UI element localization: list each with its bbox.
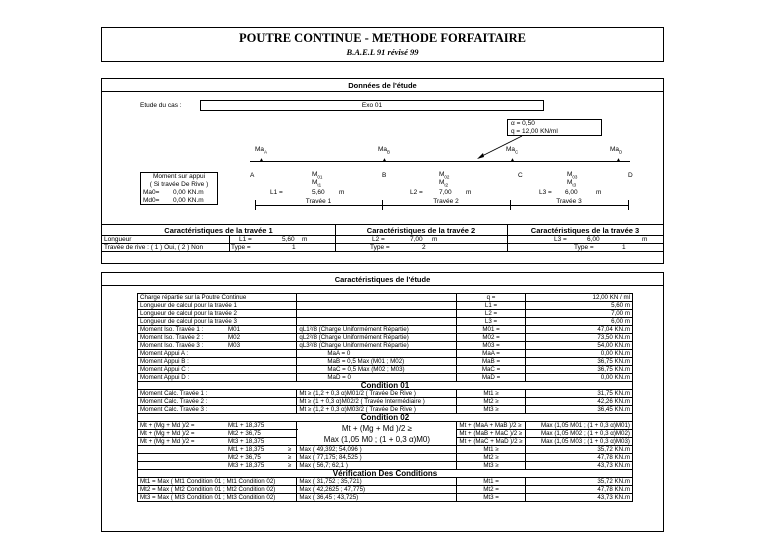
- table-row: [138, 302, 633, 310]
- row-rive-label: Travée de rive : ( 1 ) Oui, ( 2 ) Non: [104, 244, 204, 251]
- formula-cell: [297, 302, 457, 310]
- row-label: [138, 438, 297, 446]
- travee1-type-value: 1: [292, 244, 296, 251]
- travee2-type-value: 2: [422, 244, 426, 251]
- row-label: Charge répartie sur la Poutre Continue: [138, 294, 297, 302]
- condition-01-heading: [138, 382, 633, 390]
- value-cell: 47,78 KN.m: [525, 454, 632, 462]
- row-label: Moment Appui D :: [138, 374, 297, 382]
- table-row: [138, 366, 633, 374]
- row-symbol: Mt2 + 36,75: [228, 430, 261, 437]
- formula-cell: MaA = 0: [297, 350, 457, 358]
- support-moment-d: $Ma_D$: [610, 146, 623, 155]
- span3-mt: $M_{t3}$: [567, 179, 577, 188]
- ma0-value: 0,00 KN.m: [173, 189, 204, 196]
- value-cell: Max (1,05 M03 ; (1 + 0,3 α)M03): [525, 438, 632, 446]
- value-cell: 7,00 m: [525, 310, 632, 318]
- table-row: [138, 350, 633, 358]
- table-row: [138, 462, 633, 470]
- span2-length-value: 7,00: [439, 189, 452, 196]
- table-row: [138, 446, 633, 454]
- formula-cell: Max ( 77,175; 84,525 ): [297, 454, 457, 462]
- divider: [229, 235, 230, 252]
- row-label: Moment Calc. Travée 2 :: [138, 398, 297, 406]
- table-row: [138, 342, 633, 350]
- ge-symbol: ≥: [288, 462, 292, 469]
- alpha-q-box: [507, 119, 602, 136]
- value-cell: 0,00 KN.m: [525, 374, 632, 382]
- value-cell: 12,00 KN / ml: [525, 294, 632, 302]
- formula-cell: MaC = 0,5 Max (M02 ; M03): [297, 366, 457, 374]
- symbol-cell: M03 =: [457, 342, 525, 350]
- value-cell: 36,75 KN.m: [525, 358, 632, 366]
- row-label: Moment Calc. Travée 3 :: [138, 406, 297, 414]
- symbol-cell: Mt1 ≥: [457, 390, 525, 398]
- travee3-title: Caractéristiques de la travée 3: [530, 226, 640, 235]
- row-symbol: Mt1 + 18,375: [228, 422, 265, 429]
- support-letter-a: A: [250, 172, 255, 179]
- row-label-text: Moment Iso. Travée 2 :: [140, 334, 204, 341]
- row-label: [138, 342, 297, 350]
- symbol-cell: MaA =: [457, 350, 525, 358]
- row-label: Longueur de calcul pour la travée 2: [138, 310, 297, 318]
- donnees-panel: [101, 78, 664, 264]
- span1-length-value: 5,60: [312, 189, 325, 196]
- row-label: Longueur de calcul pour la travée 1: [138, 302, 297, 310]
- table-row: [138, 374, 633, 382]
- value-cell: 54,00 KN.m: [525, 342, 632, 350]
- row-label: [138, 326, 297, 334]
- formula-cell: [297, 294, 457, 302]
- support-b-symbol: ▲: [382, 157, 387, 163]
- row-symbol: Mt3 + 18,375: [228, 462, 265, 469]
- span3-length-label: L3 =: [539, 189, 552, 196]
- formula-cell: Mt ≥ (1,2 + 0,3 α)M03/2 ( Travée De Rive ): [297, 406, 457, 414]
- q-value: q = 12,00 KN/ml: [511, 128, 558, 135]
- support-letter-c: C: [518, 172, 523, 179]
- symbol-cell: Mt1 ≥: [457, 446, 525, 454]
- row-label: Moment Calc. Travée 1 :: [138, 390, 297, 398]
- row-label-text: Moment Iso. Travée 3 :: [140, 342, 204, 349]
- table-row: [138, 478, 633, 486]
- symbol-cell: L2 =: [457, 310, 525, 318]
- formula-cell: Mt ≥ (1,2 + 0,3 α)M01/2 ( Travée De Rive ): [297, 390, 457, 398]
- value-cell: 36,75 KN.m: [525, 366, 632, 374]
- symbol-cell: M01 =: [457, 326, 525, 334]
- travee1-length-label: L1 =: [239, 236, 252, 243]
- symbol-cell: Mt3 ≥: [457, 406, 525, 414]
- span2-mt: $M_{t2}$: [439, 179, 449, 188]
- symbol-cell: Mt + (MaB + MaC )/2 ≥: [457, 430, 525, 438]
- support-c-symbol: ▲: [510, 157, 515, 163]
- travee3-length-value: 6,00: [587, 236, 600, 243]
- table-row: [138, 318, 633, 326]
- formula-cell: Max ( 36,45 ; 43,725): [297, 494, 457, 502]
- table-row: [138, 422, 633, 430]
- condition-02-heading: [138, 414, 633, 422]
- formula-line-1: Mt + (Mg + Md )/2 ≥: [341, 423, 412, 433]
- span1-unit: m: [339, 189, 345, 196]
- row-label: Mt1 = Max ( Mt1 Condition 01 ; Mt1 Condition 02): [138, 478, 297, 486]
- moment-box-line2: ( Si travée De Rive ): [149, 181, 209, 188]
- header-box: [101, 27, 664, 62]
- formula-line-2: Max (1,05 M0 ; (1 + 0,3 α)M0): [323, 434, 431, 444]
- table-row: [138, 294, 633, 302]
- row-label: [138, 430, 297, 438]
- row-label-text: Mt + (Mg + Md )/2 =: [140, 438, 195, 445]
- table-row: [138, 358, 633, 366]
- verification-heading: [138, 470, 633, 478]
- moment-box-line1: Moment sur appui: [152, 173, 206, 180]
- table-row: [138, 334, 633, 342]
- row-label: [138, 422, 297, 430]
- row-symbol: Mt1 + 18,375: [228, 446, 265, 453]
- span1-name: Travée 1: [305, 198, 332, 205]
- support-a-symbol: ▲: [259, 157, 264, 163]
- etude-input[interactable]: [200, 100, 544, 111]
- condition-02-formula: [297, 422, 457, 446]
- table-row: [138, 326, 633, 334]
- value-cell: 42,26 KN.m: [525, 398, 632, 406]
- table-row: [138, 310, 633, 318]
- row-symbol: M01: [228, 326, 241, 333]
- value-cell: 43,73 KN.m: [525, 494, 632, 502]
- span3-length-value: 6,00: [565, 189, 578, 196]
- md0-label: Md0=: [143, 197, 160, 204]
- etude-table: [137, 293, 633, 502]
- formula-cell: Max ( 49,392; 54,096 ): [297, 446, 457, 454]
- symbol-cell: Mt + (MaC + MaD )/2 ≥: [457, 438, 525, 446]
- formula-cell: [297, 318, 457, 326]
- page-subtitle: B.A.E.L 91 révisé 99: [346, 47, 419, 57]
- donnees-heading: Données de l'étude: [348, 81, 417, 90]
- symbol-cell: Mt + (MaA + MaB )/2 ≥: [457, 422, 525, 430]
- support-letter-d: D: [628, 172, 633, 179]
- etude-heading: Caractéristiques de l'étude: [334, 275, 431, 284]
- travee3-type-label: Type =: [574, 244, 594, 251]
- row-label-text: Moment Iso. Travée 1 :: [140, 326, 204, 333]
- row-label: Moment Appui A :: [138, 350, 297, 358]
- row-label: [138, 446, 297, 454]
- formula-cell: [297, 310, 457, 318]
- value-cell: 73,50 KN.m: [525, 334, 632, 342]
- row-label: Moment Appui C :: [138, 366, 297, 374]
- symbol-cell: MaC =: [457, 366, 525, 374]
- divider: [102, 285, 663, 286]
- value-cell: 35,72 KN.m: [525, 446, 632, 454]
- travee1-length-unit: m: [302, 236, 308, 243]
- formula-cell: MaB = 0,5 Max (M01 ; M02): [297, 358, 457, 366]
- span2-length-label: L2 =: [410, 189, 423, 196]
- row-label: [138, 334, 297, 342]
- symbol-cell: Mt3 =: [457, 494, 525, 502]
- travee1-length-value: 5,60: [282, 236, 295, 243]
- row-label: Moment Appui B :: [138, 358, 297, 366]
- table-row: [138, 494, 633, 502]
- symbol-cell: MaB =: [457, 358, 525, 366]
- travee1-type-label: Type =: [231, 244, 251, 251]
- symbol-cell: Mt2 =: [457, 486, 525, 494]
- beam-line: [250, 161, 630, 162]
- value-cell: 35,72 KN.m: [525, 478, 632, 486]
- value-cell: Max (1,05 M02 ; (1 + 0,3 α)M02): [525, 430, 632, 438]
- row-label: Mt3 = Max ( Mt3 Condition 01 ; Mt3 Condition 02): [138, 494, 297, 502]
- load-arrow: [472, 135, 532, 160]
- table-row: [138, 454, 633, 462]
- value-cell: 47,78 KN.m: [525, 486, 632, 494]
- formula-cell: qL3²/8 (Charge Uniformément Répartie): [297, 342, 457, 350]
- travee2-length-value: 7,00: [410, 236, 423, 243]
- dimension-tick: [628, 200, 629, 210]
- travee1-title: Caractéristiques de la travée 1: [164, 226, 273, 235]
- value-cell: 31,75 KN.m: [525, 390, 632, 398]
- table-row: [138, 390, 633, 398]
- span3-name: Travée 3: [556, 198, 582, 205]
- page-title: POUTRE CONTINUE - METHODE FORFAITAIRE: [238, 31, 527, 45]
- travee2-title: Caractéristiques de la travée 2: [366, 226, 476, 235]
- travee2-type-label: Type =: [370, 244, 390, 251]
- row-symbol: Mt2 + 36,75: [228, 454, 261, 461]
- formula-cell: Max ( 56,7; 62,1 ): [297, 462, 457, 470]
- value-cell: 0,00 KN.m: [525, 350, 632, 358]
- formula-cell: Mt ≥ (1 + 0,3 α)M02/2 ( Travée Intermédiaire ): [297, 398, 457, 406]
- span2-unit: m: [466, 189, 472, 196]
- row-label: [138, 462, 297, 470]
- moment-appui-box: [140, 172, 218, 205]
- symbol-cell: L1 =: [457, 302, 525, 310]
- ge-symbol: ≥: [288, 454, 292, 461]
- value-cell: 36,45 KN.m: [525, 406, 632, 414]
- formula-cell: qL2²/8 (Charge Uniformément Répartie): [297, 334, 457, 342]
- md0-value: 0,00 KN.m: [173, 197, 204, 204]
- symbol-cell: Mt2 ≥: [457, 454, 525, 462]
- symbol-cell: q =: [457, 294, 525, 302]
- support-moment-c: $Ma_C$: [506, 146, 519, 155]
- symbol-cell: Mt2 ≥: [457, 398, 525, 406]
- row-symbol: Mt3 + 18,375: [228, 438, 265, 445]
- formula-cell: Max ( 31,752 ; 35,721): [297, 478, 457, 486]
- value-cell: 47,04 KN.m: [525, 326, 632, 334]
- etude-label: Etude du cas :: [140, 102, 182, 109]
- formula-cell: Max ( 42,2625 ; 47,775): [297, 486, 457, 494]
- symbol-cell: Mt3 ≥: [457, 462, 525, 470]
- travee3-length-unit: m: [642, 236, 648, 243]
- support-d-symbol: ▲: [616, 157, 621, 163]
- span2-name: Travée 2: [433, 198, 459, 205]
- span1-m0: $M_{01}$: [312, 171, 323, 180]
- support-letter-b: B: [382, 172, 387, 179]
- row-symbol: M02: [228, 334, 241, 341]
- row-symbol: M03: [228, 342, 241, 349]
- row-label: [138, 454, 297, 462]
- row-label-text: Mt + (Mg + Md )/2 =: [140, 422, 195, 429]
- row-longueur-label: Longueur: [104, 236, 132, 243]
- travee3-length-label: L3 =: [554, 236, 567, 243]
- symbol-cell: L3 =: [457, 318, 525, 326]
- support-moment-a: $Ma_A$: [255, 146, 268, 155]
- symbol-cell: M02 =: [457, 334, 525, 342]
- value-cell: Max (1,05 M01 ; (1 + 0,3 α)M01): [525, 422, 632, 430]
- divider: [102, 91, 663, 92]
- ge-symbol: ≥: [288, 446, 292, 453]
- travee2-length-unit: m: [432, 236, 438, 243]
- span3-m0: $M_{03}$: [567, 171, 578, 180]
- travee3-type-value: 1: [622, 244, 626, 251]
- row-label: Longueur de calcul pour la travée 3: [138, 318, 297, 326]
- table-row: [138, 486, 633, 494]
- span1-mt: $M_{t1}$: [312, 179, 322, 188]
- formula-cell: MaD = 0: [297, 374, 457, 382]
- support-moment-b: $Ma_B$: [378, 146, 391, 155]
- span1-length-label: L1 =: [270, 189, 283, 196]
- span3-unit: m: [596, 189, 602, 196]
- value-cell: 5,60 m: [525, 302, 632, 310]
- table-row: [138, 406, 633, 414]
- alpha-value: α = 0,50: [511, 120, 535, 127]
- symbol-cell: Mt1 =: [457, 478, 525, 486]
- table-row: [138, 398, 633, 406]
- row-label-text: Mt + (Mg + Md )/2 =: [140, 430, 195, 437]
- symbol-cell: MaD =: [457, 374, 525, 382]
- row-label: Mt2 = Max ( Mt2 Condition 01 ; Mt2 Condition 02): [138, 486, 297, 494]
- value-cell: 43,73 KN.m: [525, 462, 632, 470]
- value-cell: 6,00 m: [525, 318, 632, 326]
- condition-01-heading-label: Condition 01: [138, 382, 633, 390]
- ma0-label: Ma0=: [143, 189, 160, 196]
- divider: [102, 224, 663, 225]
- verification-heading-label: Vérification Des Conditions: [138, 470, 633, 478]
- formula-cell: qL1²/8 (Charge Uniformément Répartie): [297, 326, 457, 334]
- etude-value: Exo 01: [361, 102, 383, 109]
- travee2-length-label: L2 =: [372, 236, 385, 243]
- condition-02-heading-label: Condition 02: [138, 414, 633, 422]
- span2-m0: $M_{02}$: [439, 171, 450, 180]
